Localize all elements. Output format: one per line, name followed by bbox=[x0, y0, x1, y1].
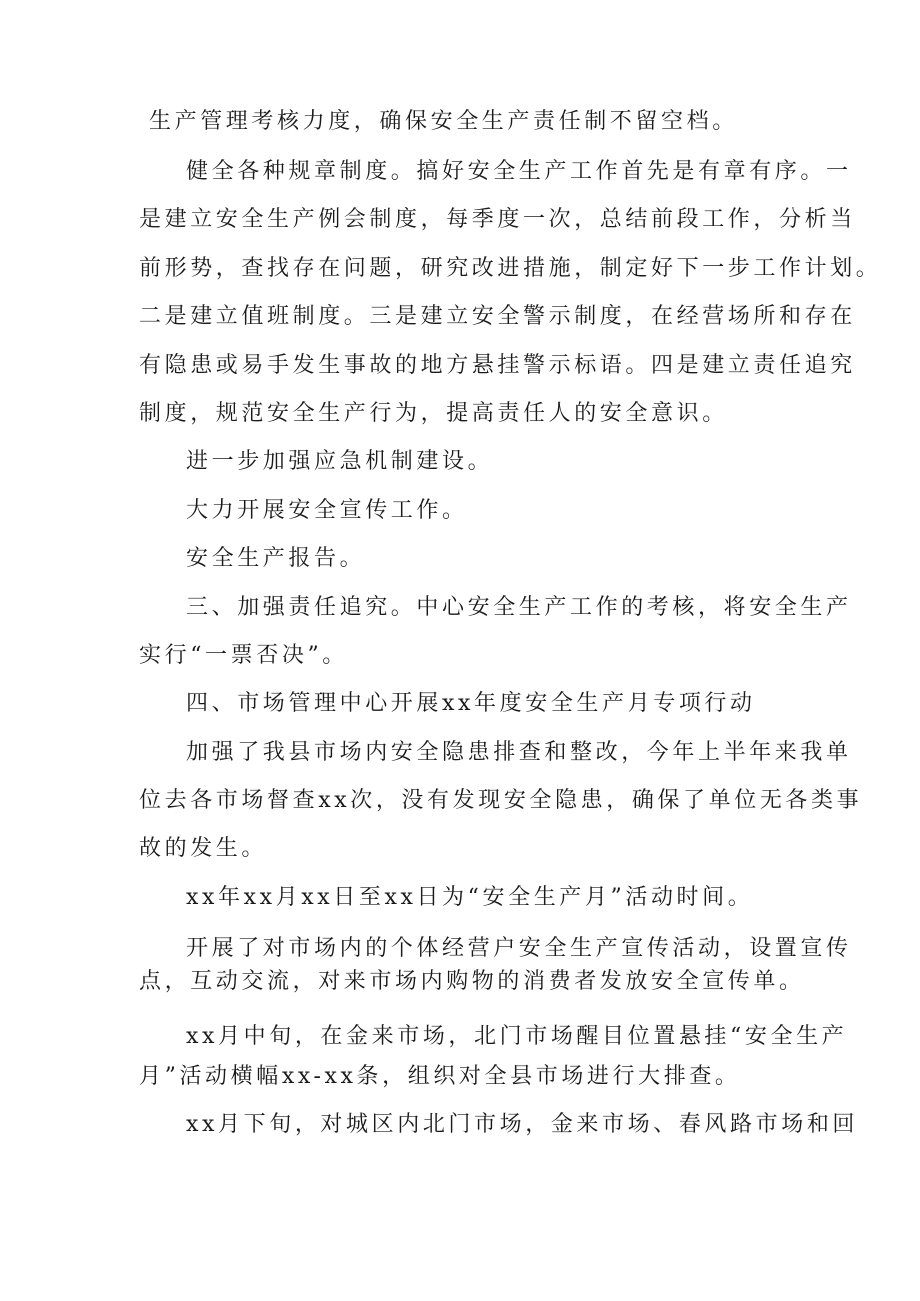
text-line: 加强了我县市场内安全隐患排查和整改，今年上半年来我单 bbox=[186, 740, 852, 765]
text-line: 故的发生。 bbox=[139, 836, 268, 861]
text-line: xx月中旬，在金来市场，北门市场醒目位置悬挂“安全生产 bbox=[186, 1024, 848, 1049]
text-line: 前形势，查找存在问题，研究改进措施，制定好下一步工作计划。 bbox=[139, 256, 882, 281]
text-line: xx年xx月xx日至xx日为“安全生产月”活动时间。 bbox=[186, 885, 754, 910]
text-line: 实行“一票否决”。 bbox=[139, 643, 348, 668]
text-line: 大力开展安全宣传工作。 bbox=[186, 498, 468, 523]
text-line: 有隐患或易手发生事故的地方悬挂警示标语。四是建立责任追究 bbox=[139, 353, 856, 378]
text-line: 二是建立值班制度。三是建立安全警示制度，在经营场所和存在 bbox=[139, 304, 856, 329]
text-line: 健全各种规章制度。搞好安全生产工作首先是有章有序。一 bbox=[186, 159, 852, 184]
text-line: 三、加强责任追究。中心安全生产工作的考核，将安全生产 bbox=[186, 595, 852, 620]
text-line: 安全生产报告。 bbox=[186, 546, 366, 571]
text-line: xx月下旬，对城区内北门市场，金来市场、春风路市场和回 bbox=[186, 1112, 859, 1137]
text-line: 开展了对市场内的个体经营户安全生产宣传活动，设置宣传 bbox=[186, 936, 852, 961]
text-line: 四、市场管理中心开展xx年度安全生产月专项行动 bbox=[186, 691, 756, 716]
text-line: 月”活动横幅xx-xx条，组织对全县市场进行大排查。 bbox=[139, 1064, 741, 1089]
text-line: 制度，规范安全生产行为，提高责任人的安全意识。 bbox=[139, 401, 728, 426]
text-line: 位去各市场督查xx次，没有发现安全隐患，确保了单位无各类事 bbox=[139, 788, 863, 813]
text-line: 点，互动交流，对来市场内购物的消费者发放安全宣传单。 bbox=[139, 969, 805, 994]
text-line: 是建立安全生产例会制度，每季度一次，总结前段工作，分析当 bbox=[139, 207, 856, 232]
text-line: 进一步加强应急机制建设。 bbox=[186, 449, 494, 474]
text-line: 生产管理考核力度，确保安全生产责任制不留空档。 bbox=[149, 109, 738, 134]
